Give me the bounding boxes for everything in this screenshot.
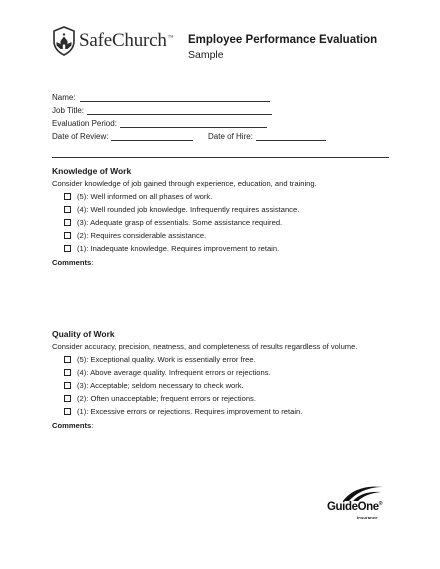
comments-label-quality <box>52 421 93 430</box>
job-title-input-line[interactable] <box>87 107 272 115</box>
rating-option[interactable] <box>64 355 256 364</box>
rating-option-label: (3): Acceptable; seldom necessary to check work. <box>77 381 244 390</box>
rating-option[interactable] <box>64 244 279 253</box>
rating-option[interactable] <box>64 381 244 390</box>
section-divider <box>52 157 389 158</box>
rating-option[interactable] <box>64 407 302 416</box>
rating-option-label: (5): Exceptional quality. Work is essentially error free. <box>77 355 256 364</box>
section-description-knowledge: Consider knowledge of job gained through experience, education, and training. <box>52 179 317 188</box>
evaluation-period-input-line[interactable] <box>120 120 267 128</box>
guideone-subtitle: Insurance <box>357 515 378 520</box>
evaluation-period-label: Evaluation Period: <box>52 119 117 128</box>
checkbox-icon[interactable] <box>64 193 71 200</box>
rating-option[interactable] <box>64 218 282 227</box>
section-title-knowledge: Knowledge of Work <box>52 166 132 176</box>
rating-option-label: (2): Often unacceptable; frequent errors or rejections. <box>77 394 256 403</box>
checkbox-icon[interactable] <box>64 369 71 376</box>
comments-label-knowledge <box>52 258 93 267</box>
rating-option-label: (3): Adequate grasp of essentials. Some assistance required. <box>77 218 283 227</box>
swoosh-icon <box>341 484 385 502</box>
checkbox-icon[interactable] <box>64 356 71 363</box>
logo-wordmark <box>79 30 173 52</box>
date-of-hire-label: Date of Hire: <box>208 132 253 141</box>
checkbox-icon[interactable] <box>64 245 71 252</box>
comments-label-text: Comments <box>52 258 92 267</box>
checkbox-icon[interactable] <box>64 206 71 213</box>
date-of-hire-field <box>208 132 326 141</box>
safechurch-logo <box>52 26 173 56</box>
rating-option[interactable] <box>64 394 256 403</box>
rating-option-label: (2): Requires considerable assistance. <box>77 231 207 240</box>
logo-trademark: ™ <box>167 34 174 41</box>
rating-option[interactable] <box>64 231 206 240</box>
job-title-field <box>52 106 272 115</box>
job-title-label: Job Title: <box>52 106 85 115</box>
rating-option[interactable] <box>64 205 299 214</box>
guideone-logo <box>327 484 387 524</box>
rating-option-label: (5): Well informed on all phases of work. <box>77 192 213 201</box>
rating-option[interactable] <box>64 192 212 201</box>
page-title: Employee Performance Evaluation <box>188 34 378 46</box>
checkbox-icon[interactable] <box>64 382 71 389</box>
date-of-hire-input-line[interactable] <box>256 133 326 141</box>
section-title-quality: Quality of Work <box>52 329 115 339</box>
comments-colon: : <box>91 258 94 267</box>
rating-option[interactable] <box>64 368 271 377</box>
guideone-wordmark <box>327 501 382 513</box>
name-field <box>52 93 270 102</box>
section-description-quality: Consider accuracy, precision, neatness, and completeness of results regardless of volume. <box>52 342 358 351</box>
page-subtitle: Sample <box>188 49 224 61</box>
guideone-brand-text: GuideOne <box>327 501 379 513</box>
rating-option-label: (1): Excessive errors or rejections. Requires improvement to retain. <box>77 407 303 416</box>
rating-option-label: (1): Inadequate knowledge. Requires improvement to retain. <box>77 244 280 253</box>
rating-option-label: (4): Above average quality. Infrequent errors or rejections. <box>77 368 271 377</box>
name-input-line[interactable] <box>80 94 270 102</box>
checkbox-icon[interactable] <box>64 408 71 415</box>
guideone-registered-mark: ® <box>378 501 383 508</box>
shield-church-icon <box>52 26 76 56</box>
checkbox-icon[interactable] <box>64 232 71 239</box>
comments-colon: : <box>91 421 94 430</box>
date-of-review-input-line[interactable] <box>111 133 193 141</box>
date-of-review-label: Date of Review: <box>52 132 109 141</box>
comments-label-text: Comments <box>52 421 92 430</box>
date-of-review-field <box>52 132 193 141</box>
checkbox-icon[interactable] <box>64 395 71 402</box>
rating-option-label: (4): Well rounded job knowledge. Infrequently requires assistance. <box>77 205 300 214</box>
logo-text: SafeChurch <box>79 30 167 51</box>
checkbox-icon[interactable] <box>64 219 71 226</box>
name-label: Name: <box>52 93 76 102</box>
evaluation-period-field <box>52 119 267 128</box>
